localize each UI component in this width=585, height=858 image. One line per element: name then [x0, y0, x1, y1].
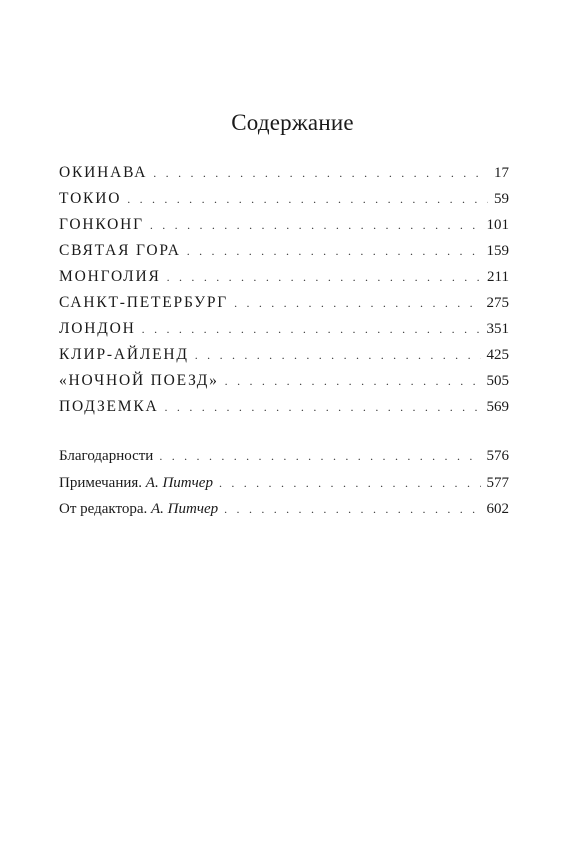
- toc-entry-label: ТОКИО: [59, 190, 122, 207]
- toc-back-entry-title: От редактора.: [59, 501, 148, 517]
- toc-entry-page: 602: [486, 501, 509, 517]
- toc-entry-label: ПОДЗЕМКА: [59, 398, 159, 415]
- dot-leader: [225, 368, 481, 394]
- toc-entry[interactable]: [59, 316, 509, 342]
- dot-leader: [224, 496, 480, 523]
- toc-entry-page: 101: [486, 217, 509, 233]
- toc-entry-label: ОКИНАВА: [59, 164, 148, 181]
- toc-entry-page: 351: [486, 321, 509, 337]
- toc-entry-label: СВЯТАЯ ГОРА: [59, 242, 181, 259]
- dot-leader: [165, 394, 481, 420]
- toc-back-entry-author: А. Питчер: [151, 501, 219, 517]
- dot-leader: [167, 264, 481, 290]
- toc-entry-page: 59: [494, 191, 509, 207]
- toc-back-entry-label: [59, 443, 153, 470]
- toc-entry[interactable]: [59, 160, 509, 186]
- toc-back-entry[interactable]: [59, 470, 509, 497]
- toc-back-entry[interactable]: [59, 496, 509, 523]
- toc-entry-page: 505: [486, 373, 509, 389]
- dot-leader: [219, 470, 481, 497]
- toc-entry-page: 17: [494, 165, 509, 181]
- toc-entry[interactable]: [59, 368, 509, 394]
- toc-entry-page: 577: [486, 474, 509, 491]
- toc-entry-label: САНКТ-ПЕТЕРБУРГ: [59, 294, 229, 311]
- toc-back-entry-title: Примечания.: [59, 474, 143, 491]
- toc-entry[interactable]: [59, 264, 509, 290]
- dot-leader: [159, 443, 480, 470]
- dot-leader: [195, 342, 481, 368]
- toc-entry[interactable]: [59, 186, 509, 212]
- toc-entry[interactable]: [59, 290, 509, 316]
- toc-entry-page: 569: [486, 399, 509, 415]
- toc-entry-page: 275: [486, 295, 509, 311]
- dot-leader: [153, 160, 488, 186]
- toc-back-entry-author: А. Питчер: [145, 474, 213, 491]
- toc-back-entry-title: Благодарности: [59, 448, 154, 464]
- toc-entry[interactable]: [59, 394, 509, 420]
- table-of-contents-main: [59, 160, 509, 420]
- dot-leader: [234, 290, 480, 316]
- toc-entry-page: 425: [486, 347, 509, 363]
- toc-entry-label: ГОНКОНГ: [59, 216, 144, 233]
- toc-entry-page: 159: [486, 243, 509, 259]
- toc-entry-label: ЛОНДОН: [59, 320, 136, 337]
- dot-leader: [142, 316, 481, 342]
- toc-entry[interactable]: [59, 238, 509, 264]
- toc-back-entry[interactable]: [59, 443, 509, 470]
- table-of-contents-back-matter: [59, 443, 509, 523]
- dot-leader: [187, 238, 481, 264]
- toc-entry-page: 576: [486, 448, 509, 464]
- toc-entry-label: КЛИР-АЙЛЕНД: [59, 346, 189, 363]
- toc-entry-page: 211: [487, 269, 509, 285]
- toc-entry-label: МОНГОЛИЯ: [59, 268, 161, 285]
- toc-back-entry-label: [59, 470, 213, 497]
- dot-leader: [150, 212, 481, 238]
- page-title: Содержание: [231, 110, 354, 135]
- toc-entry-label: «НОЧНОЙ ПОЕЗД»: [59, 372, 219, 389]
- toc-entry[interactable]: [59, 212, 509, 238]
- dot-leader: [127, 186, 488, 212]
- toc-back-entry-label: [59, 496, 218, 523]
- toc-entry[interactable]: [59, 342, 509, 368]
